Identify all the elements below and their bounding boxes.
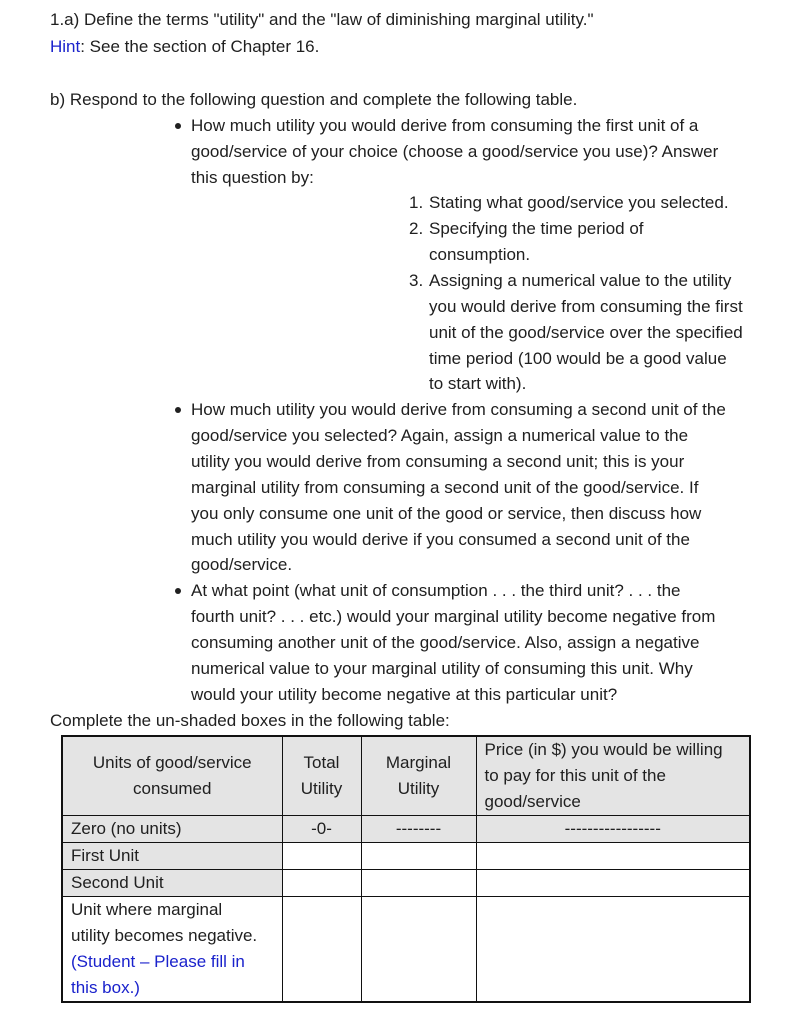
table-row-first [62,843,750,870]
row-label: Second Unit [62,870,282,897]
student-note-line: (Student – Please fill in [71,952,245,971]
header-price-line: Price (in $) you would be willing [484,740,723,759]
header-marginal-line: Utility [397,779,440,798]
bullet-dot [175,123,181,129]
header-marginal-line: Marginal [385,753,452,772]
header-total-line: Utility [300,779,343,798]
header-price-line: to pay for this unit of the [484,766,666,785]
first-price-cell[interactable] [476,843,750,870]
bullet2-line: you only consume one unit of the good or service, then discuss how [191,504,702,523]
numbered-item-line: Specifying the time period of [429,219,644,238]
bullet1-line: this question by: [191,168,314,187]
question-1b: b) Respond to the following question and complete the following table. [50,90,578,109]
bullet1-line: good/service of your choice (choose a good/service you use)? Answer [191,142,719,161]
negative-label-line: Unit where marginal [71,900,223,919]
bullet2-line: good/service. [191,555,293,574]
numbered-item-line: Assigning a numerical value to the utility [429,271,732,290]
numbered-item-line: Stating what good/service you selected. [429,193,729,212]
header-units-line: consumed [133,779,212,798]
negative-unit-cell[interactable] [62,897,282,1003]
hint-link[interactable]: Hint [50,37,81,56]
header-units-line: Units of good/service [92,753,252,772]
negative-price-cell[interactable] [476,897,750,1003]
bullet1-line: How much utility you would derive from consuming the first unit of a [191,116,699,135]
negative-marginal-cell[interactable] [361,897,476,1003]
bullet2-line: utility you would derive from consuming a second unit; this is your [191,452,685,471]
bullet2-line: How much utility you would derive from consuming a second unit of the [191,400,726,419]
bullet2-line: marginal utility from consuming a second unit of the good/service. If [191,478,699,497]
bullet3-line: consuming another unit of the good/service. Also, assign a negative [191,633,700,652]
row-label: First Unit [62,843,282,870]
hint-line [50,37,319,57]
numbered-item-line: you would derive from consuming the first [429,297,743,316]
table-row-second [62,870,750,897]
table-row-zero [62,816,750,843]
header-price-line: good/service [484,792,581,811]
zero-price-value: ----------------- [476,816,750,843]
header-total-utility [282,736,361,816]
bullet3-line: numerical value to your marginal utility of consuming this unit. Why [191,659,693,678]
utility-table [61,735,751,1003]
header-marginal-utility [361,736,476,816]
numbered-marker: 1. [409,193,424,212]
bullet2-line: good/service you selected? Again, assign a numerical value to the [191,426,689,445]
row-label: Zero (no units) [62,816,282,843]
first-marginal-cell[interactable] [361,843,476,870]
zero-total-value: -0- [282,816,361,843]
bullet3-line: At what point (what unit of consumption . . . the third unit? . . . the [191,581,681,600]
header-total-line: Total [303,753,340,772]
second-total-cell[interactable] [282,870,361,897]
student-note-line: this box.) [71,978,140,997]
question-1a: 1.a) Define the terms "utility" and the "law of diminishing marginal utility." [50,10,594,29]
header-units [62,736,282,816]
bullet-dot [175,407,181,413]
first-total-cell[interactable] [282,843,361,870]
bullet3-line: would your utility become negative at this particular unit? [191,685,618,704]
zero-marginal-value: -------- [361,816,476,843]
numbered-item-line: to start with). [429,374,527,393]
table-intro: Complete the un-shaded boxes in the following table: [50,711,450,730]
numbered-item-line: consumption. [429,245,531,264]
second-marginal-cell[interactable] [361,870,476,897]
negative-label-line: utility becomes negative. [71,926,258,945]
numbered-item-line: unit of the good/service over the specified [429,323,743,342]
second-price-cell[interactable] [476,870,750,897]
numbered-marker: 2. [409,219,424,238]
numbered-item-line: time period (100 would be a good value [429,349,727,368]
table-row-negative [62,897,750,1003]
negative-total-cell[interactable] [282,897,361,1003]
bullet2-line: much utility you would derive if you consumed a second unit of the [191,530,690,549]
hint-text: : See the section of Chapter 16. [80,37,320,56]
bullet3-line: fourth unit? . . . etc.) would your marginal utility become negative from [191,607,716,626]
header-price [476,736,750,816]
numbered-marker: 3. [409,271,424,290]
table-header-row [62,736,750,816]
bullet-dot [175,588,181,594]
